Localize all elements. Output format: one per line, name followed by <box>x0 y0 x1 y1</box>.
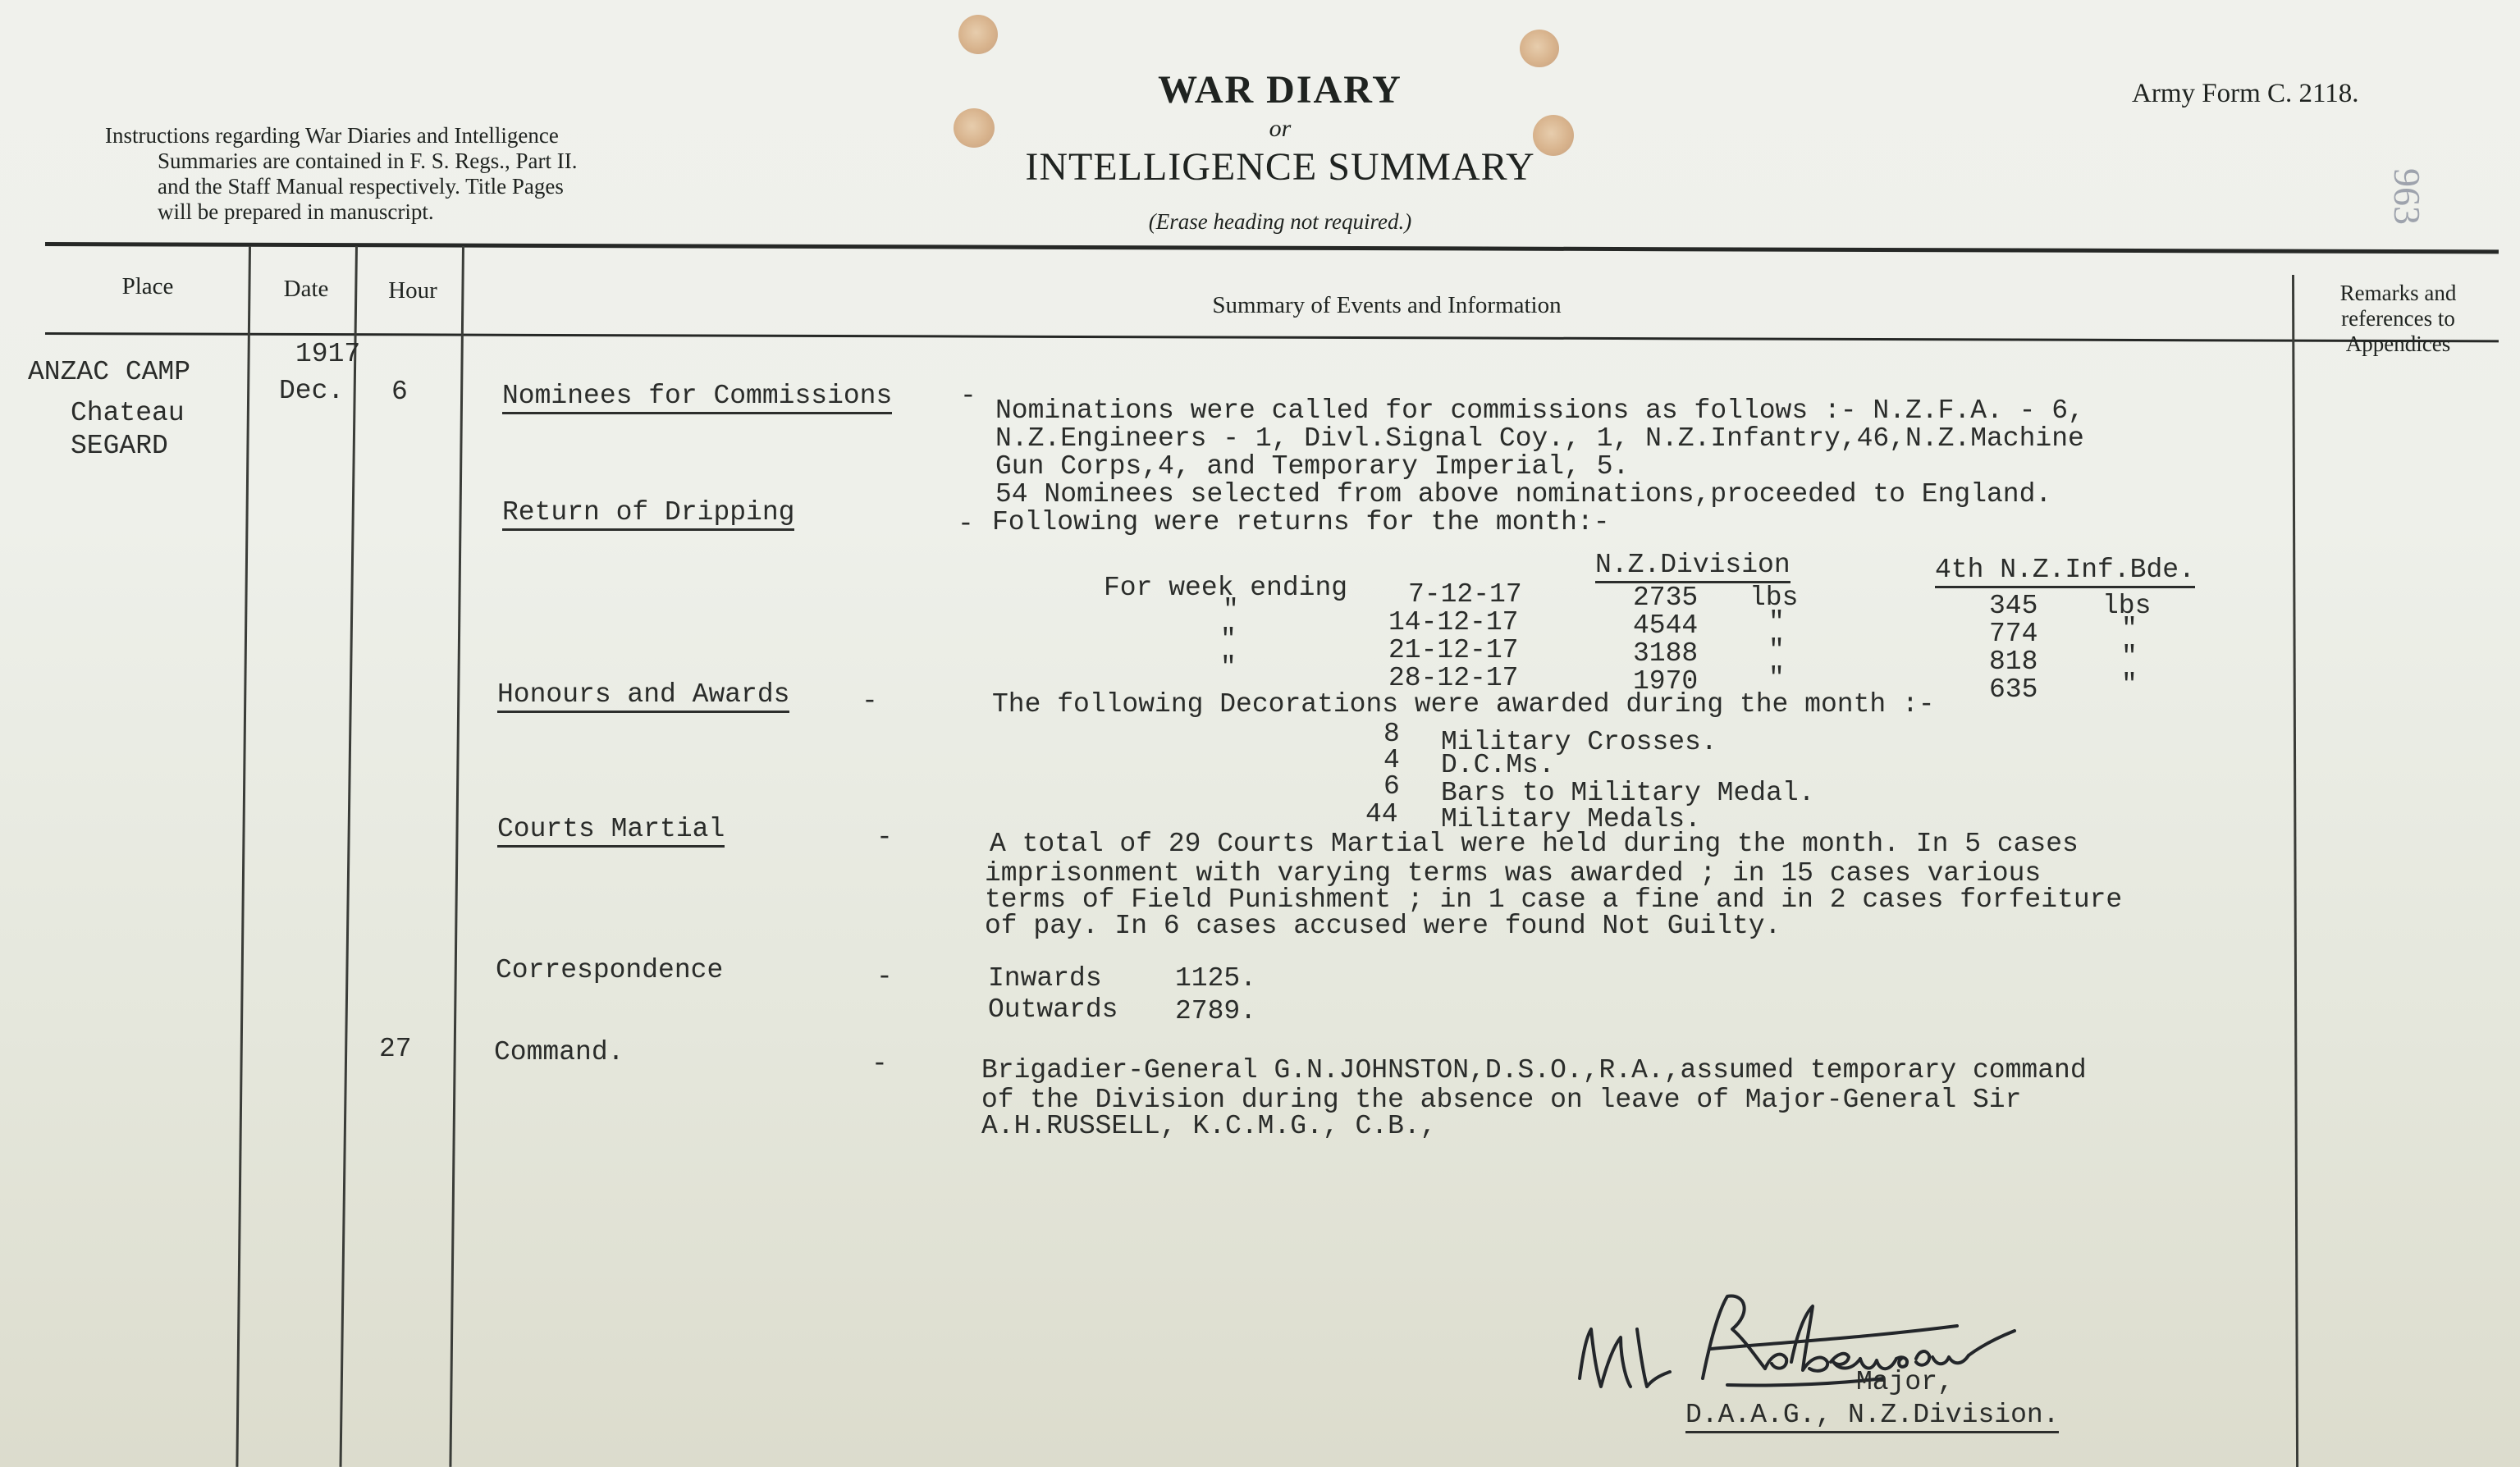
place-chateau: Chateau <box>71 398 185 428</box>
column-header-remarks <box>2298 281 2499 357</box>
document-title: WAR DIARY <box>1158 68 1402 112</box>
entry-text-line: Brigadier-General G.N.JOHNSTON,D.S.O.,R.A.,assumed temporary command <box>981 1055 2087 1085</box>
dripping-brigade-unit: lbs <box>2102 591 2152 621</box>
instructions-line: Summaries are contained in F. S. Regs., Part II. <box>158 149 578 173</box>
dripping-brigade-unit: " <box>2121 670 2138 700</box>
column-header-place: Place <box>121 273 174 299</box>
dripping-division-value: 3188 <box>1633 638 1699 669</box>
handwritten-signature <box>1571 1280 2031 1419</box>
remarks-header-line: Remarks and <box>2339 281 2457 305</box>
title-connector: or <box>1269 115 1292 142</box>
instructions-note <box>105 123 696 225</box>
dripping-brigade-unit: " <box>2121 614 2138 644</box>
column-header-date: Date <box>283 276 329 302</box>
entry-text-line: A total of 29 Courts Martial were held during the month. In 5 cases <box>990 829 2079 859</box>
dripping-ditto-mark: " <box>1220 624 1237 655</box>
place-segard: SEGARD <box>71 431 168 461</box>
entry-text-line: of pay. In 6 cases accused were found Not Guilty. <box>985 911 1781 941</box>
remarks-header-line: Appendices <box>2345 331 2451 356</box>
stain-mark <box>958 15 998 54</box>
entry-heading-honours: Honours and Awards <box>497 681 789 713</box>
dripping-division-unit: " <box>1768 663 1785 693</box>
dripping-brigade-value: 345 <box>1989 591 2038 621</box>
column-divider <box>2292 275 2298 1467</box>
form-number: Army Form C. 2118. <box>2132 79 2359 108</box>
document-subtitle: INTELLIGENCE SUMMARY <box>1025 145 1535 189</box>
signature-rank: Major, <box>1856 1367 1954 1397</box>
column-divider <box>236 246 251 1467</box>
entry-heading-nominees: Nominees for Commissions <box>502 382 892 414</box>
dripping-division-unit: " <box>1768 607 1785 638</box>
dripping-ditto-mark: " <box>1223 595 1239 625</box>
award-count: 44 <box>1365 799 1398 829</box>
dripping-column-division: N.Z.Division <box>1595 551 1791 583</box>
column-header-rule <box>45 332 2499 342</box>
column-header-hour: Hour <box>388 277 437 304</box>
award-name: Bars to Military Medal. <box>1441 778 1815 808</box>
dripping-week-date: 14-12-17 <box>1388 607 1519 638</box>
entry-text-line: terms of Field Punishment ; in 1 case a fine and in 2 cases forfeiture <box>985 884 2123 915</box>
entry-text-line: 54 Nominees selected from above nominations,proceeded to England. <box>995 479 2052 510</box>
dripping-week-date: 28-12-17 <box>1388 663 1519 693</box>
entry-heading-courts: Courts Martial <box>497 816 725 848</box>
dripping-week-date: 7-12-17 <box>1408 579 1522 610</box>
instructions-line: and the Staff Manual respectively. Title Pages <box>158 174 564 199</box>
entry-dash: - <box>960 381 976 411</box>
entry-text-line: A.H.RUSSELL, K.C.M.G., C.B., <box>981 1111 1437 1141</box>
entry-dash: - <box>958 509 974 539</box>
signature-title: D.A.A.G., N.Z.Division. <box>1685 1401 2059 1433</box>
correspondence-inwards-label: Inwards <box>988 963 1102 994</box>
correspondence-outwards-value: 2789. <box>1175 996 1257 1026</box>
column-divider <box>340 246 358 1467</box>
entry-dash: - <box>876 962 893 992</box>
entry-text-line: imprisonment with varying terms was awarded ; in 15 cases various <box>985 858 2042 889</box>
entry-dash: - <box>871 1049 888 1079</box>
entry-text-line: Nominations were called for commissions as follows :- N.Z.F.A. - 6, <box>995 395 2084 426</box>
dripping-week-date: 21-12-17 <box>1388 635 1519 665</box>
dripping-brigade-value: 635 <box>1989 674 2038 705</box>
award-name: D.C.Ms. <box>1441 750 1555 780</box>
dripping-brigade-value: 818 <box>1989 647 2038 677</box>
dripping-division-value: 2735 <box>1633 583 1699 613</box>
entry-heading-correspondence: Correspondence <box>496 955 724 985</box>
erase-note: (Erase heading not required.) <box>1148 209 1412 234</box>
header-rule <box>45 242 2499 254</box>
correspondence-inwards-value: 1125. <box>1175 963 1257 994</box>
entry-dash: - <box>876 822 893 852</box>
dripping-week-label: For week ending <box>1104 573 1348 603</box>
entry-heading-dripping: Return of Dripping <box>502 499 794 531</box>
award-count: 4 <box>1383 745 1400 775</box>
dripping-brigade-value: 774 <box>1989 619 2038 649</box>
entry-heading-command: Command. <box>494 1037 624 1067</box>
dripping-division-value: 4544 <box>1633 610 1699 641</box>
entry-text-line: of the Division during the absence on leave of Major-General Sir <box>981 1085 2022 1115</box>
hour-entry: 27 <box>379 1034 412 1064</box>
correspondence-outwards-label: Outwards <box>988 994 1118 1025</box>
place-camp: ANZAC CAMP <box>28 357 191 387</box>
column-divider <box>449 246 464 1467</box>
column-header-summary: Summary of Events and Information <box>1212 292 1562 318</box>
date-year: 1917 <box>295 339 361 369</box>
dripping-division-value: 1970 <box>1633 666 1699 697</box>
dripping-division-unit: " <box>1768 635 1785 665</box>
award-count: 8 <box>1383 719 1400 749</box>
dripping-division-unit: lbs <box>1749 583 1799 613</box>
dripping-column-brigade: 4th N.Z.Inf.Bde. <box>1935 556 2195 588</box>
hour-entry: 6 <box>391 377 408 407</box>
entry-text-line: The following Decorations were awarded during the month :- <box>992 689 1935 720</box>
entry-dash: - <box>862 686 878 716</box>
instructions-line: Instructions regarding War Diaries and Intelligence <box>105 123 559 148</box>
date-month: Dec. <box>279 376 345 406</box>
remarks-header-line: references to <box>2341 306 2455 331</box>
dripping-ditto-mark: " <box>1220 652 1237 683</box>
instructions-line: will be prepared in manuscript. <box>158 199 434 224</box>
page-stamp-number: 963 <box>2386 168 2428 225</box>
award-count: 6 <box>1383 771 1400 802</box>
entry-text-line: Gun Corps,4, and Temporary Imperial, 5. <box>995 451 1630 482</box>
dripping-brigade-unit: " <box>2121 642 2138 672</box>
award-name: Military Crosses. <box>1441 727 1717 757</box>
entry-text-line: N.Z.Engineers - 1, Divl.Signal Coy., 1, N.Z.Infantry,46,N.Z.Machine <box>995 423 2084 454</box>
stain-mark <box>1520 30 1559 67</box>
entry-text-line: Following were returns for the month:- <box>992 507 1610 537</box>
award-name: Military Medals. <box>1441 804 1701 834</box>
